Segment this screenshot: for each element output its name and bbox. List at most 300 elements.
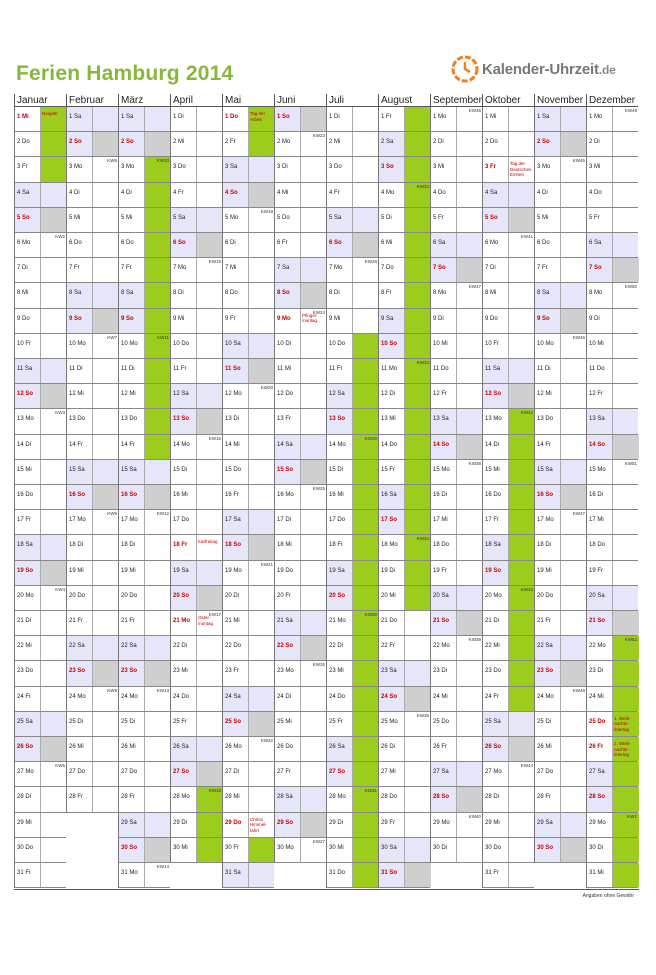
day-label: 22 Fr bbox=[381, 643, 396, 650]
vacation-marker bbox=[508, 435, 535, 459]
note-box bbox=[196, 309, 223, 333]
day-label: 30 Mi bbox=[329, 844, 344, 851]
day-label: 11 Sa bbox=[17, 366, 33, 372]
day-label: 16 So bbox=[69, 492, 86, 498]
note-box bbox=[40, 359, 67, 383]
note-box bbox=[300, 183, 327, 207]
day-cell bbox=[118, 183, 170, 208]
day-label: 14 So bbox=[433, 441, 450, 448]
day-cell bbox=[586, 435, 638, 460]
day-cell bbox=[14, 737, 66, 762]
day-cell bbox=[66, 636, 118, 661]
day-label: 12 Fr bbox=[589, 391, 604, 398]
note-box bbox=[612, 183, 639, 207]
week-number: KW17 bbox=[208, 612, 221, 617]
day-cell bbox=[118, 611, 170, 636]
month-column bbox=[14, 94, 66, 889]
day-label: 16 Do bbox=[485, 492, 502, 498]
vacation-marker bbox=[404, 435, 431, 459]
day-cell bbox=[326, 183, 378, 208]
day-label: 12 Do bbox=[277, 391, 294, 398]
day-cell bbox=[170, 586, 222, 611]
day-label: 22 Mo bbox=[433, 643, 450, 650]
day-cell bbox=[378, 132, 430, 157]
day-cell bbox=[66, 687, 118, 712]
day-label: 29 Mo bbox=[433, 819, 450, 826]
note-box bbox=[196, 409, 223, 433]
month-header: November bbox=[534, 94, 586, 107]
day-cell bbox=[586, 233, 638, 258]
day-label: 10 Mi bbox=[433, 340, 448, 347]
week-number: KW25 bbox=[312, 486, 325, 491]
day-cell bbox=[586, 813, 638, 838]
note-box bbox=[92, 636, 119, 660]
month-header: April bbox=[170, 94, 222, 107]
day-label: 7 Sa bbox=[277, 265, 290, 272]
day-cell bbox=[586, 309, 638, 334]
day-label: 30 So bbox=[537, 844, 554, 851]
day-label: 12 Sa bbox=[173, 391, 189, 398]
note-box bbox=[300, 687, 327, 711]
day-label: 21 Fr bbox=[121, 618, 136, 624]
day-label: 22 Do bbox=[225, 643, 242, 650]
day-label: 23 So bbox=[69, 668, 86, 675]
day-label: 20 Do bbox=[69, 592, 86, 599]
day-label: 20 Do bbox=[121, 592, 138, 599]
day-cell bbox=[430, 838, 482, 863]
vacation-marker bbox=[404, 233, 431, 257]
day-cell bbox=[378, 561, 430, 586]
day-cell bbox=[118, 384, 170, 409]
day-cell bbox=[14, 208, 66, 233]
day-label: 10 Sa bbox=[225, 340, 241, 347]
day-cell bbox=[14, 687, 66, 712]
note-box bbox=[40, 863, 67, 887]
day-cell bbox=[586, 107, 638, 132]
day-label: 15 Mo bbox=[433, 466, 450, 473]
note-box bbox=[508, 107, 535, 131]
day-label: 16 So bbox=[121, 492, 138, 498]
week-number: KW9 bbox=[107, 687, 117, 693]
day-label: 13 Sa bbox=[433, 416, 449, 423]
day-cell bbox=[222, 661, 274, 686]
note-box bbox=[456, 208, 483, 232]
day-cell bbox=[534, 107, 586, 132]
day-cell bbox=[118, 687, 170, 712]
day-label: 31 Fr bbox=[485, 870, 500, 876]
day-cell bbox=[66, 586, 118, 611]
day-label: 4 Di bbox=[121, 189, 132, 196]
day-cell bbox=[482, 535, 534, 560]
note-box bbox=[196, 586, 223, 610]
day-cell bbox=[170, 107, 222, 132]
day-label: 3 Mo bbox=[537, 164, 551, 171]
day-label: 28 Fr bbox=[69, 794, 84, 801]
note-box bbox=[404, 737, 431, 761]
day-label: 11 Mo bbox=[381, 366, 398, 372]
week-number: KW45 bbox=[572, 158, 585, 164]
day-cell bbox=[534, 258, 586, 283]
day-cell bbox=[326, 661, 378, 686]
day-cell bbox=[222, 838, 274, 863]
day-label: 8 Fr bbox=[381, 290, 392, 297]
note-box bbox=[40, 561, 67, 585]
day-label: 23 Do bbox=[485, 668, 502, 675]
day-label: 25 Fr bbox=[173, 718, 188, 725]
day-cell bbox=[430, 510, 482, 535]
note-box bbox=[560, 561, 587, 585]
day-cell bbox=[586, 359, 638, 384]
day-label: 20 So bbox=[173, 592, 190, 599]
note-box bbox=[300, 636, 327, 660]
vacation-marker bbox=[352, 813, 379, 837]
day-label: 8 Do bbox=[225, 290, 238, 297]
vacation-marker bbox=[404, 586, 431, 610]
week-number: KW13 bbox=[156, 687, 169, 693]
vacation-marker bbox=[352, 586, 379, 610]
day-cell bbox=[118, 586, 170, 611]
note-box bbox=[92, 359, 119, 383]
day-cell bbox=[274, 208, 326, 233]
day-label: 13 Di bbox=[225, 416, 240, 423]
day-cell bbox=[14, 661, 66, 686]
divider bbox=[14, 889, 639, 890]
note-box bbox=[560, 409, 587, 433]
day-label: 20 Mo bbox=[485, 592, 502, 599]
day-label: 28 So bbox=[589, 794, 606, 801]
note-box bbox=[196, 183, 223, 207]
day-label: 20 So bbox=[329, 592, 346, 599]
note-box bbox=[144, 838, 171, 862]
day-cell bbox=[430, 460, 482, 485]
day-label: 4 Sa bbox=[485, 189, 498, 196]
day-label: 24 Fr bbox=[485, 693, 500, 700]
day-label: 25 So bbox=[225, 718, 242, 725]
day-cell bbox=[170, 838, 222, 863]
note-box bbox=[404, 813, 431, 837]
day-label: 13 Mo bbox=[485, 416, 502, 423]
day-cell bbox=[378, 258, 430, 283]
day-cell bbox=[586, 384, 638, 409]
day-cell bbox=[378, 787, 430, 812]
day-label: 2 Di bbox=[589, 139, 600, 146]
day-cell bbox=[378, 712, 430, 737]
note-box bbox=[300, 107, 327, 131]
day-label: 3 Di bbox=[277, 164, 288, 171]
note-box bbox=[144, 762, 171, 786]
note-box bbox=[456, 359, 483, 383]
note-box bbox=[456, 132, 483, 156]
vacation-marker bbox=[404, 460, 431, 484]
day-label: 3 Mi bbox=[433, 164, 445, 171]
vacation-marker bbox=[404, 409, 431, 433]
day-cell bbox=[274, 611, 326, 636]
day-cell bbox=[482, 787, 534, 812]
day-cell bbox=[14, 561, 66, 586]
day-label: 13 Sa bbox=[589, 416, 605, 423]
day-cell bbox=[586, 283, 638, 308]
day-label: 14 Mo bbox=[329, 441, 346, 448]
day-cell bbox=[430, 233, 482, 258]
note-box bbox=[248, 863, 275, 887]
day-label: 26 Mi bbox=[69, 744, 84, 750]
day-cell bbox=[378, 813, 430, 838]
day-label: 19 Mo bbox=[225, 567, 242, 574]
day-label: 27 Do bbox=[121, 769, 138, 776]
vacation-marker bbox=[144, 359, 171, 383]
day-label: 28 So bbox=[433, 794, 450, 801]
day-label: 20 Sa bbox=[589, 592, 605, 599]
day-label: 27 Di bbox=[225, 769, 240, 776]
day-cell bbox=[482, 409, 534, 434]
note-box bbox=[456, 258, 483, 282]
note-box bbox=[300, 561, 327, 585]
note-box bbox=[300, 384, 327, 408]
day-label: 30 Do bbox=[17, 844, 34, 851]
day-cell bbox=[14, 838, 66, 863]
day-label: 16 Di bbox=[589, 492, 604, 498]
day-label: 27 Sa bbox=[433, 769, 449, 776]
day-label: 12 So bbox=[17, 391, 34, 398]
vacation-marker bbox=[352, 762, 379, 786]
day-cell bbox=[118, 636, 170, 661]
day-cell bbox=[482, 485, 534, 510]
day-label: 9 Do bbox=[17, 315, 30, 322]
day-cell bbox=[222, 409, 274, 434]
day-cell bbox=[534, 586, 586, 611]
day-cell bbox=[118, 787, 170, 812]
note-box bbox=[404, 762, 431, 786]
month-column bbox=[170, 94, 222, 889]
day-label: 7 So bbox=[433, 265, 446, 272]
day-cell bbox=[222, 611, 274, 636]
note-box bbox=[40, 687, 67, 711]
day-label: 1 Di bbox=[173, 114, 184, 120]
month-column bbox=[222, 94, 274, 889]
day-cell bbox=[534, 737, 586, 762]
day-label: 15 Mi bbox=[485, 466, 500, 473]
day-cell bbox=[66, 712, 118, 737]
note-box bbox=[456, 510, 483, 534]
day-cell bbox=[430, 561, 482, 586]
note-box bbox=[612, 586, 639, 610]
day-label: 23 Mo bbox=[277, 668, 294, 675]
day-label: 4 So bbox=[225, 189, 238, 196]
day-label: 15 Mi bbox=[17, 466, 32, 473]
day-cell bbox=[222, 183, 274, 208]
day-label: 5 Mi bbox=[69, 214, 81, 221]
note-box bbox=[196, 687, 223, 711]
week-number: KW26 bbox=[312, 662, 325, 668]
day-cell bbox=[118, 233, 170, 258]
day-label: 7 So bbox=[589, 265, 602, 272]
day-label: 8 Mi bbox=[485, 290, 497, 297]
day-label: 26 So bbox=[17, 744, 34, 750]
day-cell bbox=[326, 208, 378, 233]
day-cell bbox=[326, 535, 378, 560]
day-label: 8 Di bbox=[329, 290, 340, 297]
holiday-name: 1. Weih-nachts-feiertag bbox=[614, 715, 631, 732]
day-label: 28 Mo bbox=[173, 794, 190, 801]
day-label: 18 Sa bbox=[485, 542, 501, 549]
day-label: 17 Mo bbox=[69, 517, 86, 524]
day-label: 16 Sa bbox=[381, 492, 397, 498]
day-cell bbox=[534, 334, 586, 359]
holiday-name: Pfingst-montag bbox=[302, 312, 318, 324]
note-box bbox=[456, 661, 483, 685]
note-box bbox=[40, 838, 67, 862]
note-box bbox=[300, 535, 327, 559]
day-cell bbox=[326, 712, 378, 737]
day-cell bbox=[482, 762, 534, 787]
day-label: 18 Sa bbox=[17, 542, 33, 549]
day-cell bbox=[534, 636, 586, 661]
day-label: 20 Mo bbox=[17, 592, 34, 599]
day-cell bbox=[430, 687, 482, 712]
day-label: 29 Mo bbox=[589, 819, 606, 826]
day-label: 3 Sa bbox=[225, 164, 238, 171]
month-header: Dezember bbox=[586, 94, 638, 107]
day-cell bbox=[430, 208, 482, 233]
day-label: 23 Mi bbox=[329, 668, 344, 675]
day-label: 18 Di bbox=[69, 542, 84, 549]
note-box bbox=[300, 510, 327, 534]
day-label: 31 Fr bbox=[17, 870, 32, 876]
day-cell bbox=[378, 863, 430, 888]
day-cell bbox=[378, 157, 430, 182]
note-box bbox=[508, 813, 535, 837]
day-cell bbox=[430, 611, 482, 636]
note-box bbox=[144, 787, 171, 811]
day-label: 19 Sa bbox=[173, 567, 189, 574]
day-cell bbox=[118, 712, 170, 737]
day-cell bbox=[14, 787, 66, 812]
day-cell bbox=[430, 435, 482, 460]
note-box bbox=[456, 762, 483, 786]
day-label: 25 Sa bbox=[485, 718, 501, 725]
note-box bbox=[560, 586, 587, 610]
day-cell bbox=[14, 334, 66, 359]
week-number: KW51 bbox=[624, 460, 637, 466]
day-cell bbox=[326, 586, 378, 611]
day-cell bbox=[170, 409, 222, 434]
day-label: 3 Fr bbox=[17, 164, 28, 171]
day-cell bbox=[326, 435, 378, 460]
note-box bbox=[248, 636, 275, 660]
vacation-marker bbox=[612, 687, 639, 711]
day-cell bbox=[222, 712, 274, 737]
note-box bbox=[560, 611, 587, 635]
note-box bbox=[196, 737, 223, 761]
day-cell bbox=[430, 359, 482, 384]
day-label: 23 Di bbox=[589, 668, 604, 675]
day-cell bbox=[66, 535, 118, 560]
vacation-marker bbox=[352, 334, 379, 358]
note-box bbox=[144, 460, 171, 484]
day-label: 2 Di bbox=[433, 139, 444, 146]
day-label: 1 Mo bbox=[589, 114, 603, 120]
day-label: 7 Di bbox=[485, 265, 496, 272]
day-label: 1 Sa bbox=[69, 114, 82, 120]
day-cell bbox=[378, 762, 430, 787]
day-cell bbox=[430, 813, 482, 838]
week-number: KW52 bbox=[624, 637, 637, 643]
day-cell bbox=[274, 409, 326, 434]
day-label: 19 So bbox=[485, 567, 502, 574]
day-label: 1 Mi bbox=[17, 114, 29, 120]
day-cell bbox=[222, 233, 274, 258]
day-cell bbox=[534, 561, 586, 586]
note-box bbox=[300, 283, 327, 307]
day-label: 21 Di bbox=[17, 618, 32, 624]
day-cell bbox=[534, 813, 586, 838]
note-box bbox=[352, 183, 379, 207]
day-cell bbox=[586, 132, 638, 157]
day-cell bbox=[378, 460, 430, 485]
day-cell bbox=[482, 561, 534, 586]
day-cell bbox=[482, 712, 534, 737]
note-box bbox=[248, 787, 275, 811]
day-label: 15 Mo bbox=[589, 466, 606, 473]
note-box bbox=[300, 762, 327, 786]
day-cell bbox=[14, 586, 66, 611]
note-box bbox=[248, 409, 275, 433]
day-cell bbox=[482, 435, 534, 460]
day-cell bbox=[482, 510, 534, 535]
day-label: 19 Di bbox=[381, 567, 396, 574]
day-cell bbox=[170, 183, 222, 208]
day-label: 13 So bbox=[329, 416, 346, 423]
day-label: 27 Mi bbox=[381, 769, 396, 776]
note-box bbox=[300, 233, 327, 257]
note-box bbox=[612, 132, 639, 156]
day-label: 10 Fr bbox=[17, 340, 32, 347]
day-label: 3 So bbox=[381, 164, 394, 171]
note-box bbox=[508, 309, 535, 333]
week-number: KW30 bbox=[364, 612, 377, 617]
day-label: 10 Mo bbox=[69, 340, 86, 347]
day-label: 23 So bbox=[121, 668, 138, 675]
note-box bbox=[248, 359, 275, 383]
note-box bbox=[92, 586, 119, 610]
day-label: 21 Mo bbox=[173, 618, 191, 624]
day-label: 15 Sa bbox=[537, 466, 553, 473]
day-label: 27 Fr bbox=[277, 769, 292, 776]
vacation-marker bbox=[404, 132, 431, 156]
note-box bbox=[144, 661, 171, 685]
day-label: 26 Fr bbox=[433, 744, 448, 750]
day-label: 10 Fr bbox=[485, 340, 500, 347]
vacation-marker bbox=[352, 460, 379, 484]
day-cell bbox=[66, 611, 118, 636]
day-label: 2 Fr bbox=[225, 139, 236, 146]
day-cell bbox=[170, 611, 222, 636]
day-cell bbox=[274, 510, 326, 535]
day-label: 6 Sa bbox=[433, 240, 446, 246]
day-cell bbox=[14, 309, 66, 334]
day-label: 21 Do bbox=[381, 618, 398, 624]
vacation-marker bbox=[404, 510, 431, 534]
vacation-marker bbox=[144, 384, 171, 408]
note-box bbox=[300, 359, 327, 383]
day-cell bbox=[66, 107, 118, 132]
day-cell bbox=[66, 283, 118, 308]
week-number: KW47 bbox=[572, 511, 585, 517]
day-cell bbox=[274, 384, 326, 409]
month-column bbox=[430, 94, 482, 889]
day-cell bbox=[534, 611, 586, 636]
note-box bbox=[196, 485, 223, 509]
